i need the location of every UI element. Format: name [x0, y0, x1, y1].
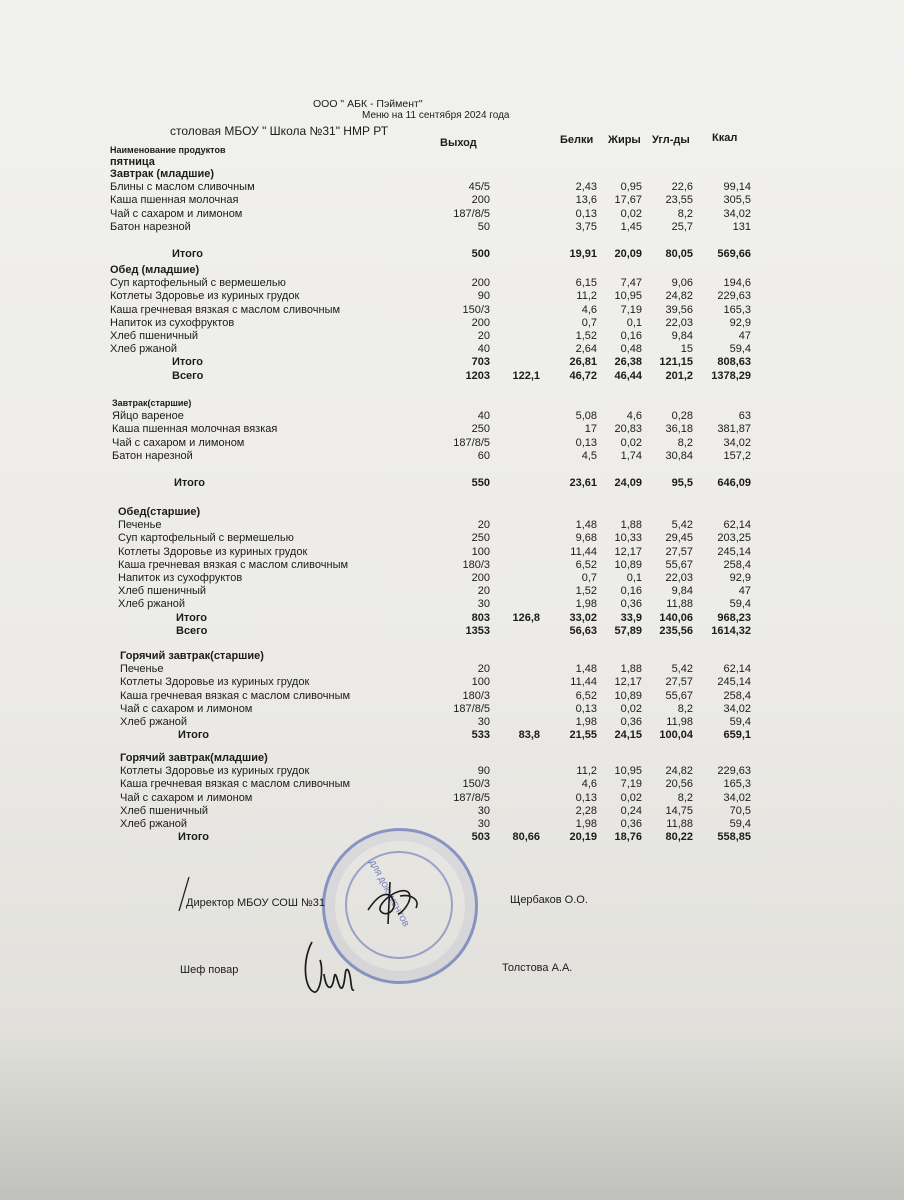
item-output: 50 — [477, 220, 490, 233]
total-fat: 24,15 — [614, 729, 642, 742]
item-name: Печенье — [118, 519, 162, 532]
item-carbs: 14,75 — [665, 804, 693, 817]
item-output: 90 — [477, 290, 490, 303]
item-kcal: 258,4 — [723, 558, 751, 571]
item-name: Хлеб пшеничный — [118, 585, 207, 598]
item-kcal: 34,02 — [723, 791, 751, 804]
item-output: 200 — [471, 277, 490, 290]
item-carbs: 11,88 — [666, 818, 693, 830]
item-protein: 0,13 — [575, 207, 597, 220]
item-carbs: 20,56 — [665, 778, 693, 791]
director-label: Директор МБОУ СОШ №31 — [186, 897, 326, 909]
item-output: 60 — [477, 449, 490, 462]
item-output: 200 — [471, 572, 490, 584]
item-fat: 10,89 — [614, 689, 642, 702]
item-kcal: 47 — [738, 330, 751, 342]
item-protein: 0,13 — [575, 791, 597, 804]
item-name: Суп картофельный с вермешелью — [118, 532, 294, 545]
section-title: Горячий завтрак(младшие) — [120, 752, 268, 764]
item-carbs: 8,2 — [677, 702, 693, 715]
item-output: 150/3 — [462, 303, 490, 316]
item-name: Яйцо вареное — [112, 410, 184, 423]
total-carbs: 121,15 — [659, 356, 693, 369]
item-fat: 1,74 — [620, 449, 642, 462]
total-label: Итого — [176, 611, 208, 624]
item-output: 20 — [477, 330, 490, 342]
chef-name: Толстова А.А. — [502, 962, 573, 974]
item-carbs: 30,84 — [665, 449, 693, 462]
total-output: 503 — [471, 831, 490, 844]
col-fat-header: Жиры — [608, 134, 641, 146]
total-cost: 80,66 — [512, 831, 540, 844]
item-carbs: 8,2 — [677, 791, 693, 804]
item-output: 187/8/5 — [453, 436, 490, 449]
day-label: пятница — [110, 156, 155, 168]
item-kcal: 47 — [738, 585, 751, 598]
menu-date: Меню на 11 сентября 2024 года — [362, 110, 510, 121]
item-name: Чай с сахаром и лимоном — [120, 702, 253, 715]
item-name: Каша гречневая вязкая с маслом сливочным — [118, 558, 349, 571]
item-protein: 0,7 — [581, 572, 597, 584]
item-kcal: 34,02 — [723, 436, 751, 449]
total-protein: 19,91 — [569, 248, 597, 260]
org-name: ООО " АБК - Пэймент" — [313, 98, 423, 110]
item-kcal: 165,3 — [723, 303, 751, 316]
chef-label: Шеф повар — [180, 964, 239, 976]
item-name: Чай с сахаром и лимоном — [120, 791, 253, 804]
item-kcal: 70,5 — [729, 804, 751, 817]
total-output: 1353 — [465, 624, 490, 637]
item-protein: 1,52 — [575, 330, 597, 342]
item-protein: 11,2 — [576, 290, 597, 303]
item-output: 20 — [477, 585, 490, 598]
item-fat: 0,02 — [620, 791, 642, 804]
total-fat: 24,09 — [614, 477, 642, 489]
item-protein: 0,13 — [575, 436, 597, 449]
section-title: Завтрак(старшие) — [112, 398, 192, 408]
item-kcal: 381,87 — [717, 423, 751, 436]
item-protein: 6,52 — [575, 689, 597, 702]
item-kcal: 59,4 — [729, 598, 751, 611]
item-output: 180/3 — [462, 689, 490, 702]
col-output-header: Выход — [440, 137, 477, 149]
item-name: Блины с маслом сливочным — [110, 181, 255, 194]
item-fat: 0,16 — [620, 330, 642, 342]
item-fat: 4,6 — [626, 410, 642, 423]
total-protein: 21,55 — [569, 729, 597, 742]
total-kcal: 659,1 — [723, 729, 751, 742]
section-title: Обед (младшие) — [110, 264, 200, 276]
total-cost: 122,1 — [512, 369, 540, 382]
item-output: 200 — [471, 194, 490, 207]
col-protein-header: Белки — [560, 134, 594, 146]
total-protein: 20,19 — [569, 831, 597, 844]
total-output: 550 — [471, 477, 490, 489]
item-name: Напиток из сухофруктов — [110, 316, 235, 329]
item-fat: 1,45 — [620, 220, 642, 233]
item-fat: 10,33 — [614, 532, 642, 545]
item-name: Котлеты Здоровье из куриных грудок — [120, 765, 310, 778]
item-kcal: 194,6 — [723, 277, 751, 290]
director-signature — [360, 872, 430, 932]
item-fat: 0,24 — [620, 804, 642, 817]
total-output: 1203 — [465, 369, 490, 382]
item-fat: 0,36 — [620, 598, 642, 611]
item-kcal: 62,14 — [723, 519, 751, 532]
item-fat: 1,88 — [620, 519, 642, 532]
col-kcal-header: Ккал — [712, 132, 738, 144]
item-output: 20 — [477, 519, 490, 532]
stamp-text: ДЛЯ ДОКУМЕНТОВ — [367, 858, 411, 929]
total-label: Итого — [178, 729, 210, 742]
item-name: Котлеты Здоровье из куриных грудок — [110, 290, 300, 303]
total-kcal: 646,09 — [717, 477, 751, 489]
item-carbs: 22,03 — [665, 572, 693, 584]
section-title: Завтрак (младшие) — [110, 168, 215, 180]
item-protein: 0,7 — [581, 316, 597, 329]
item-protein: 0,13 — [575, 702, 597, 715]
total-fat: 20,09 — [614, 248, 642, 260]
item-carbs: 39,56 — [665, 303, 693, 316]
item-carbs: 8,2 — [677, 436, 693, 449]
item-protein: 1,98 — [575, 716, 597, 728]
item-fat: 7,19 — [620, 303, 642, 316]
item-name: Хлеб ржаной — [120, 716, 188, 728]
total-cost: 83,8 — [518, 729, 540, 742]
item-output: 180/3 — [462, 558, 490, 571]
item-fat: 0,36 — [620, 716, 642, 728]
item-fat: 12,17 — [614, 676, 642, 689]
item-kcal: 63 — [738, 410, 751, 423]
item-name: Батон нарезной — [110, 220, 191, 233]
total-output: 500 — [471, 248, 490, 260]
item-protein: 2,64 — [575, 343, 597, 356]
item-carbs: 55,67 — [665, 689, 693, 702]
total-protein: 56,63 — [569, 624, 597, 637]
item-carbs: 11,98 — [666, 716, 693, 728]
item-kcal: 92,9 — [729, 572, 751, 584]
item-carbs: 25,7 — [671, 220, 693, 233]
item-output: 30 — [477, 818, 490, 830]
total-protein: 33,02 — [569, 611, 597, 624]
item-kcal: 34,02 — [723, 207, 751, 220]
total-output: 533 — [471, 729, 490, 742]
item-protein: 9,68 — [575, 532, 597, 545]
item-kcal: 165,3 — [723, 778, 751, 791]
item-fat: 0,02 — [620, 436, 642, 449]
item-output: 40 — [477, 410, 490, 423]
item-carbs: 24,82 — [665, 765, 693, 778]
item-output: 45/5 — [468, 181, 490, 194]
item-name: Хлеб ржаной — [120, 818, 188, 830]
item-carbs: 9,84 — [671, 330, 693, 342]
item-name: Каша пшенная молочная вязкая — [112, 423, 278, 436]
item-protein: 13,6 — [575, 194, 597, 207]
total-carbs: 80,22 — [665, 831, 693, 844]
total-label: Итого — [178, 831, 210, 844]
item-carbs: 36,18 — [665, 423, 693, 436]
total-fat: 33,9 — [620, 611, 642, 624]
item-fat: 0,48 — [620, 343, 642, 356]
item-fat: 12,17 — [614, 545, 642, 558]
item-fat: 0,95 — [620, 181, 642, 194]
item-kcal: 34,02 — [723, 702, 751, 715]
item-protein: 1,48 — [575, 663, 597, 676]
item-name: Котлеты Здоровье из куриных грудок — [118, 545, 308, 558]
item-output: 187/8/5 — [453, 702, 490, 715]
col-name-header: Наименование продуктов — [110, 145, 226, 155]
item-output: 150/3 — [462, 778, 490, 791]
item-kcal: 59,4 — [729, 343, 751, 356]
total-carbs: 80,05 — [665, 248, 693, 260]
item-protein: 4,5 — [581, 449, 597, 462]
item-kcal: 92,9 — [729, 316, 751, 329]
item-output: 250 — [471, 423, 490, 436]
item-fat: 10,89 — [614, 558, 642, 571]
item-kcal: 62,14 — [723, 663, 751, 676]
item-protein: 1,98 — [575, 818, 597, 830]
section-title: Обед(старшие) — [118, 506, 201, 518]
item-protein: 4,6 — [581, 303, 597, 316]
item-protein: 6,15 — [575, 277, 597, 290]
item-protein: 5,08 — [575, 410, 597, 423]
total-output: 703 — [471, 356, 490, 369]
item-protein: 17 — [584, 423, 597, 436]
item-output: 90 — [477, 765, 490, 778]
total-kcal: 558,85 — [717, 831, 751, 844]
item-output: 200 — [471, 316, 490, 329]
item-protein: 4,6 — [581, 778, 597, 791]
item-carbs: 15 — [680, 343, 693, 356]
item-name: Хлеб пшеничный — [120, 804, 209, 817]
item-carbs: 11,88 — [666, 598, 693, 611]
total-carbs: 235,56 — [659, 624, 693, 637]
item-fat: 7,47 — [620, 277, 642, 290]
item-protein: 6,52 — [575, 558, 597, 571]
item-kcal: 59,4 — [729, 818, 751, 830]
item-carbs: 29,45 — [665, 532, 693, 545]
item-name: Каша гречневая вязкая с маслом сливочным — [120, 778, 351, 791]
total-kcal: 1614,32 — [711, 624, 751, 637]
item-kcal: 305,5 — [723, 194, 751, 207]
item-carbs: 0,28 — [671, 410, 693, 423]
item-carbs: 27,57 — [665, 545, 693, 558]
total-carbs: 201,2 — [665, 369, 693, 382]
item-carbs: 8,2 — [677, 207, 693, 220]
item-fat: 0,1 — [626, 316, 642, 329]
item-protein: 2,43 — [575, 181, 597, 194]
total-protein: 23,61 — [569, 477, 597, 489]
item-output: 40 — [477, 343, 490, 356]
item-name: Напиток из сухофруктов — [118, 572, 243, 584]
total-fat: 26,38 — [614, 356, 642, 369]
item-protein: 11,44 — [570, 545, 597, 558]
item-fat: 17,67 — [614, 194, 642, 207]
item-name: Каша гречневая вязкая с маслом сливочным — [120, 689, 351, 702]
item-fat: 10,95 — [614, 290, 642, 303]
item-name: Суп картофельный с вермешелью — [110, 277, 286, 290]
item-protein: 11,2 — [576, 765, 597, 778]
director-sign-slash — [175, 875, 195, 915]
item-carbs: 9,06 — [671, 277, 693, 290]
item-fat: 0,02 — [620, 207, 642, 220]
total-cost: 126,8 — [512, 611, 540, 624]
total-label: Всего — [176, 624, 208, 637]
item-fat: 7,19 — [620, 778, 642, 791]
item-protein: 1,48 — [575, 519, 597, 532]
total-carbs: 100,04 — [659, 729, 693, 742]
director-name: Щербаков О.О. — [510, 894, 588, 906]
school-name: столовая МБОУ " Школа №31" НМР РТ — [170, 124, 389, 138]
item-kcal: 99,14 — [723, 181, 751, 194]
item-kcal: 245,14 — [717, 545, 751, 558]
item-output: 100 — [471, 676, 490, 689]
item-output: 30 — [477, 804, 490, 817]
item-output: 30 — [477, 716, 490, 728]
item-name: Чай с сахаром и лимоном — [110, 207, 243, 220]
item-kcal: 229,63 — [717, 765, 751, 778]
item-name: Котлеты Здоровье из куриных грудок — [120, 676, 310, 689]
item-carbs: 5,42 — [671, 519, 693, 532]
total-output: 803 — [471, 611, 490, 624]
item-carbs: 27,57 — [665, 676, 693, 689]
total-carbs: 95,5 — [671, 477, 693, 489]
item-fat: 1,88 — [620, 663, 642, 676]
item-carbs: 24,82 — [665, 290, 693, 303]
item-output: 20 — [477, 663, 490, 676]
item-name: Каша гречневая вязкая с маслом сливочным — [110, 303, 341, 316]
item-output: 187/8/5 — [453, 791, 490, 804]
item-carbs: 55,67 — [665, 558, 693, 571]
item-kcal: 203,25 — [717, 532, 751, 545]
total-fat: 18,76 — [614, 831, 642, 844]
item-fat: 0,1 — [626, 572, 642, 584]
total-protein: 26,81 — [569, 356, 597, 369]
item-kcal: 59,4 — [729, 716, 751, 728]
total-carbs: 140,06 — [659, 611, 693, 624]
item-carbs: 22,03 — [665, 316, 693, 329]
total-kcal: 968,23 — [717, 611, 751, 624]
item-fat: 0,16 — [620, 585, 642, 598]
item-name: Хлеб пшеничный — [110, 330, 199, 342]
item-carbs: 5,42 — [671, 663, 693, 676]
item-fat: 20,83 — [614, 423, 642, 436]
item-carbs: 9,84 — [671, 585, 693, 598]
item-fat: 10,95 — [614, 765, 642, 778]
item-kcal: 131 — [732, 220, 751, 233]
total-label: Итого — [174, 477, 206, 489]
total-label: Всего — [172, 369, 204, 382]
item-name: Хлеб ржаной — [118, 598, 186, 611]
item-protein: 1,52 — [575, 585, 597, 598]
photo-shadow — [0, 1030, 904, 1200]
item-kcal: 258,4 — [723, 689, 751, 702]
item-carbs: 22,6 — [671, 181, 693, 194]
item-name: Печенье — [120, 663, 164, 676]
item-name: Хлеб ржаной — [110, 343, 178, 356]
item-protein: 1,98 — [575, 598, 597, 611]
item-protein: 11,44 — [570, 676, 597, 689]
item-output: 250 — [471, 532, 490, 545]
col-carbs-header: Угл-ды — [652, 134, 690, 146]
section-title: Горячий завтрак(старшие) — [120, 650, 264, 662]
total-fat: 46,44 — [614, 369, 642, 382]
item-output: 30 — [477, 598, 490, 611]
item-protein: 2,28 — [575, 804, 597, 817]
total-fat: 57,89 — [614, 624, 642, 637]
total-kcal: 1378,29 — [711, 369, 751, 382]
item-kcal: 245,14 — [717, 676, 751, 689]
total-kcal: 569,66 — [717, 248, 751, 260]
item-kcal: 229,63 — [717, 290, 751, 303]
item-fat: 0,36 — [620, 818, 642, 830]
item-name: Батон нарезной — [112, 449, 193, 462]
item-output: 187/8/5 — [453, 207, 490, 220]
item-protein: 3,75 — [575, 220, 597, 233]
item-fat: 0,02 — [620, 702, 642, 715]
total-protein: 46,72 — [569, 369, 597, 382]
item-name: Чай с сахаром и лимоном — [112, 436, 245, 449]
item-name: Каша пшенная молочная — [110, 194, 239, 207]
item-kcal: 157,2 — [723, 449, 751, 462]
item-output: 100 — [471, 545, 490, 558]
total-label: Итого — [172, 248, 204, 260]
chef-signature — [298, 930, 368, 1010]
total-kcal: 808,63 — [717, 356, 751, 369]
total-label: Итого — [172, 356, 204, 369]
item-carbs: 23,55 — [665, 194, 693, 207]
